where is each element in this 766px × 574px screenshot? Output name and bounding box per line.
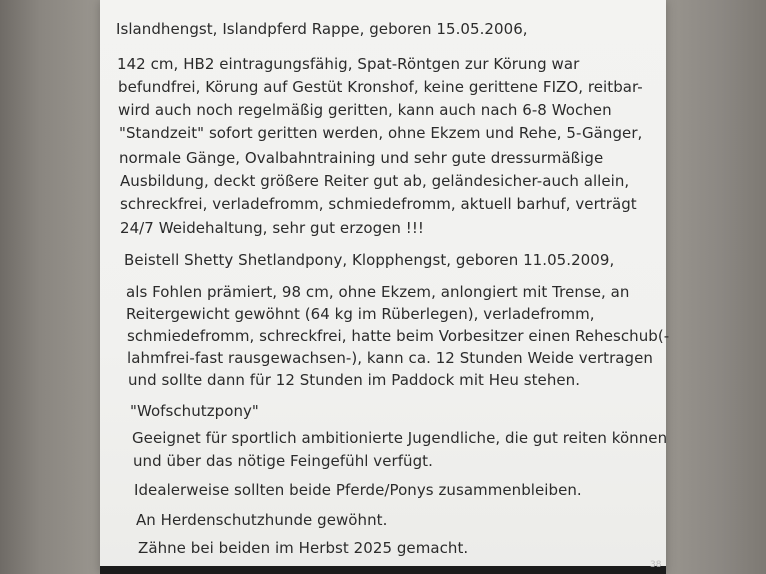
text-line-5: "Standzeit" sofort geritten werden, ohne Ekzem und Rehe, 5-Gänger, bbox=[119, 124, 643, 142]
text-line-16: "Wofschutzpony" bbox=[130, 402, 259, 420]
text-line-3: befundfrei, Körung auf Gestüt Kronshof, keine gerittene FIZO, reitbar- bbox=[118, 78, 643, 96]
document-sheet bbox=[100, 0, 670, 574]
text-line-21: Zähne bei beiden im Herbst 2025 gemacht. bbox=[138, 539, 469, 557]
text-line-14: lahmfrei-fast rausgewachsen-), kann ca. 12 Stunden Weide vertragen bbox=[127, 349, 653, 367]
text-line-18: und über das nötige Feingefühl verfügt. bbox=[133, 452, 433, 470]
corner-mark: 38 bbox=[650, 560, 662, 570]
text-line-10: Beistell Shetty Shetlandpony, Klopphengst, geboren 11.05.2009, bbox=[124, 251, 615, 269]
text-line-19: Idealerweise sollten beide Pferde/Ponys zusammenbleiben. bbox=[134, 481, 582, 499]
text-line-1: Islandhengst, Islandpferd Rappe, geboren 15.05.2006, bbox=[116, 20, 528, 38]
text-line-4: wird auch noch regelmäßig geritten, kann auch nach 6-8 Wochen bbox=[118, 101, 612, 119]
text-line-2: 142 cm, HB2 eintragungsfähig, Spat-Röntgen zur Körung war bbox=[117, 55, 580, 73]
bottom-edge-bar bbox=[100, 566, 666, 574]
text-line-11: als Fohlen prämiert, 98 cm, ohne Ekzem, anlongiert mit Trense, an bbox=[126, 283, 630, 301]
text-line-7: Ausbildung, deckt größere Reiter gut ab, geländesicher-auch allein, bbox=[120, 172, 630, 190]
text-line-15: und sollte dann für 12 Stunden im Paddock mit Heu stehen. bbox=[128, 371, 581, 389]
text-line-17: Geeignet für sportlich ambitionierte Jugendliche, die gut reiten können bbox=[132, 429, 668, 447]
text-line-9: 24/7 Weidehaltung, sehr gut erzogen !!! bbox=[120, 219, 424, 237]
text-line-13: schmiedefromm, schreckfrei, hatte beim Vorbesitzer einen Reheschub(- bbox=[127, 327, 670, 345]
text-line-6: normale Gänge, Ovalbahntraining und sehr gute dressurmäßige bbox=[119, 149, 604, 167]
text-line-8: schreckfrei, verladefromm, schmiedefromm, aktuell barhuf, verträgt bbox=[120, 195, 637, 213]
text-line-12: Reitergewicht gewöhnt (64 kg im Rüberlegen), verladefromm, bbox=[126, 305, 595, 323]
text-line-20: An Herdenschutzhunde gewöhnt. bbox=[136, 511, 388, 529]
